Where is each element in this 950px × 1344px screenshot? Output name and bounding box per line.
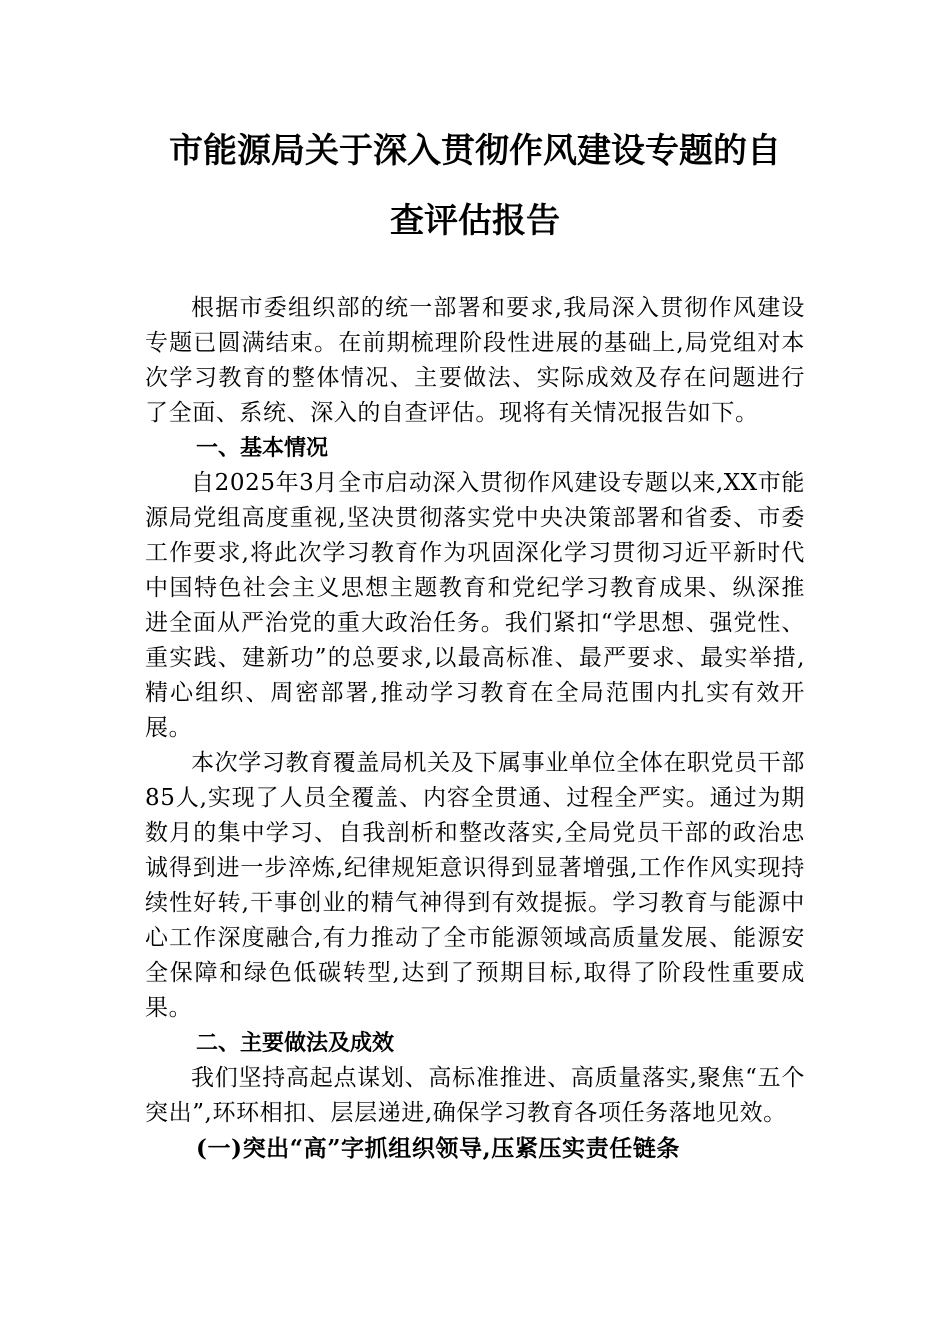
document-title-line2: 查评估报告 [390, 201, 560, 241]
section2-paragraph1: 我们坚持高起点谋划、高标准推进、高质量落实,聚焦“五个突出”,环环相扣、层层递进,确保学习教育各项任务落地见效。 [145, 1065, 805, 1126]
section1-paragraph2: 本次学习教育覆盖局机关及下属事业单位全体在职党员干部85人,实现了人员全覆盖、内容全贯通、过程全严实。通过为期数月的集中学习、自我剖析和整改落实,全局党员干部的政治忠诚得到进一步淬炼,纪律规矩意识得到显著增强,工作作风实现持续性好转,干事创业的精气神得到有效提振。学习教育与能源中心工作深度融合,有力推动了全市能源领域高质量发展、能源安全保障和绿色低碳转型,达到了预期目标,取得了阶段性重要成果。 [145, 750, 805, 1021]
document-body [145, 291, 805, 1166]
section2-subheading1: (一)突出“高”字抓组织领导,压紧压实责任链条 [196, 1135, 681, 1162]
section2-heading: 二、主要做法及成效 [196, 1031, 395, 1056]
intro-paragraph: 根据市委组织部的统一部署和要求,我局深入贯彻作风建设专题已圆满结束。在前期梳理阶段性进展的基础上,局党组对本次学习教育的整体情况、主要做法、实际成效及存在问题进行了全面、系统、深入的自查评估。现将有关情况报告如下。 [145, 295, 805, 426]
section1-paragraph1: 自2025年3月全市启动深入贯彻作风建设专题以来,XX市能源局党组高度重视,坚决贯彻落实党中央决策部署和省委、市委工作要求,将此次学习教育作为巩固深化学习贯彻习近平新时代中国特色社会主义思想主题教育和党纪学习教育成果、纵深推进全面从严治党的重大政治任务。我们紧扣“学思想、强党性、重实践、建新功”的总要求,以最高标准、最严要求、最实举措,精心组织、周密部署,推动学习教育在全局范围内扎实有效开展。 [145, 470, 805, 741]
section1-heading: 一、基本情况 [196, 436, 329, 461]
document-title-line1: 市能源局关于深入贯彻作风建设专题的自 [169, 131, 781, 171]
